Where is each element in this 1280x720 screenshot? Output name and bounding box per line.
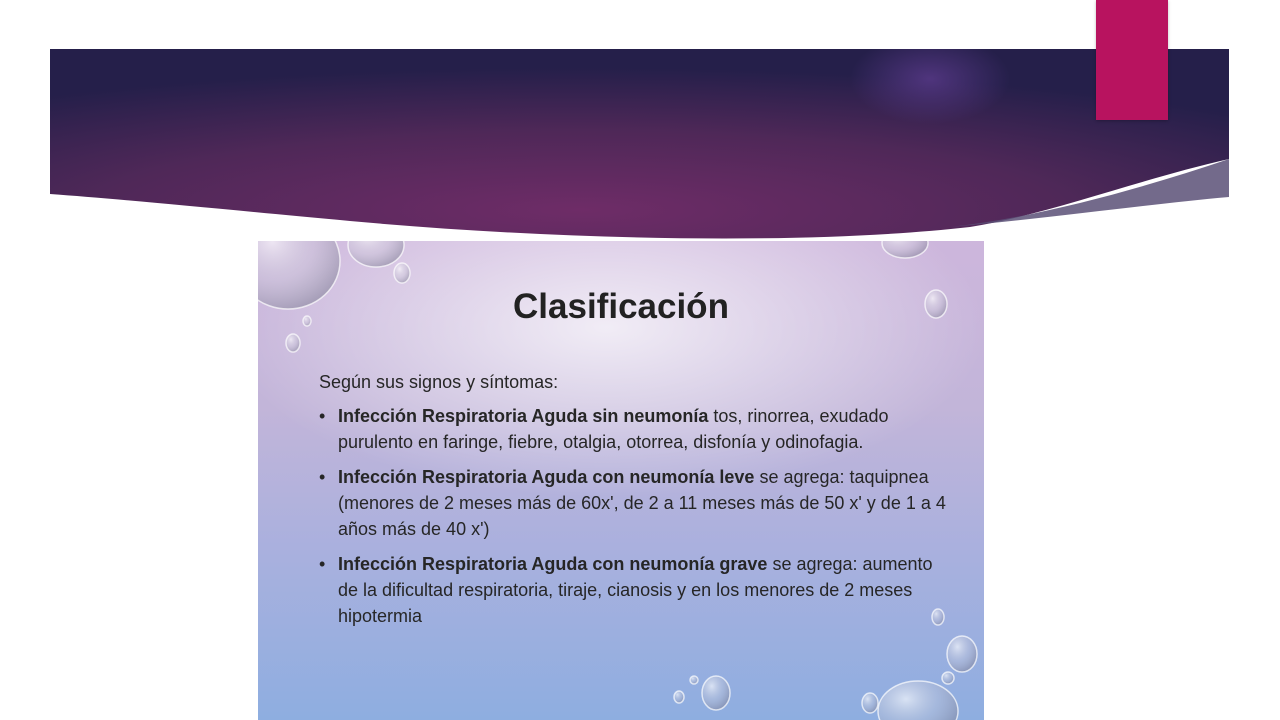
slide-image bbox=[258, 241, 984, 720]
classification-list bbox=[319, 403, 949, 638]
item-text: tos, rinorrea, exudado purulento en faringe, fiebre, otalgia, otorrea, disfonía y odinofagia. bbox=[338, 406, 889, 452]
list-item bbox=[319, 464, 949, 542]
item-heading: Infección Respiratoria Aguda con neumonía grave bbox=[338, 554, 768, 574]
item-text: se agrega: taquipnea (menores de 2 meses más de 60x', de 2 a 11 meses más de 50 x' y de 1 a 4 años más de 40 x') bbox=[338, 467, 946, 539]
slide-title: Clasificación bbox=[513, 287, 729, 326]
header-banner bbox=[50, 49, 1229, 239]
accent-tab bbox=[1096, 0, 1168, 120]
slide-intro: Según sus signos y síntomas: bbox=[319, 372, 559, 392]
list-item bbox=[319, 551, 949, 629]
item-text: se agrega: aumento de la dificultad respiratoria, tiraje, cianosis y en los menores de 2 meses hipotermia bbox=[338, 554, 933, 626]
list-item bbox=[319, 403, 949, 455]
item-heading: Infección Respiratoria Aguda sin neumonía bbox=[338, 406, 709, 426]
item-heading: Infección Respiratoria Aguda con neumonía leve bbox=[338, 467, 755, 487]
